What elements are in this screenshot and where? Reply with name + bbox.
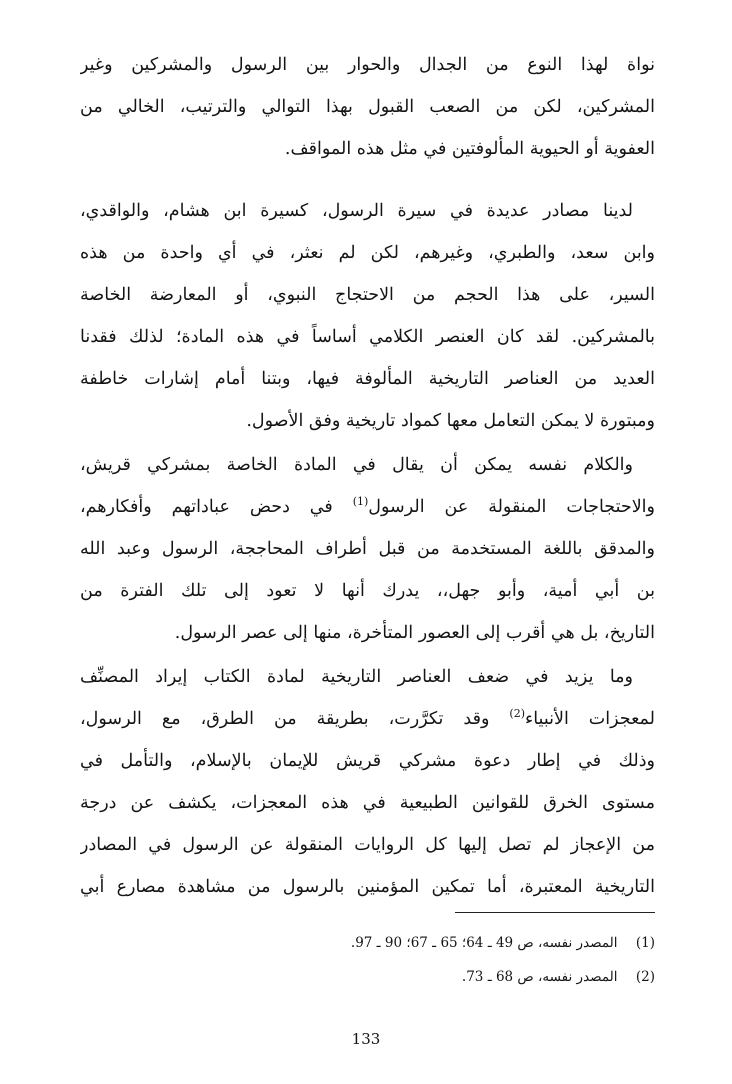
text-line: والكلام نفسه يمكن أن يقال في المادة الخاصة بمشركي قريش،: [80, 455, 633, 475]
footnotes: [200, 926, 655, 994]
paragraph-1: [80, 44, 655, 170]
footnote-2: [200, 960, 655, 994]
text-line: بالمشركين. لقد كان العنصر الكلامي أساساً في هذه المادة؛ لذلك فقدنا: [80, 327, 655, 347]
paragraph-2: [80, 190, 655, 442]
paragraph-3: [80, 444, 655, 654]
footnote-text: المصدر نفسه، ص 68 ـ 73.: [461, 969, 618, 985]
text-line: لمعجزات الأنبياء$^{(2)}$ وقد تكرَّرت، بطريقة من الطرق، مع الرسول،: [80, 707, 655, 729]
text-line: مستوى الخرق للقوانين الطبيعية في هذه المعجزات، يكشف عن درجة: [80, 793, 655, 813]
text-line: والاحتجاجات المنقولة عن الرسول$^{(1)}$ في دحض عباداتهم وأفكارهم،: [80, 495, 655, 517]
page-number: 133: [351, 1030, 381, 1048]
text-line: وابن سعد، والطبري، وغيرهم، لكن لم نعثر، في أي واحدة من هذه: [80, 243, 655, 263]
footnote-number: (2): [635, 969, 655, 985]
footnote-divider: [455, 912, 655, 913]
footnote-1: [200, 926, 655, 960]
text-line: التاريخ، بل هي أقرب إلى العصور المتأخرة، منها إلى عصر الرسول.: [174, 623, 655, 643]
text-line: نواة لهذا النوع من الجدال والحوار بين الرسول والمشركين وغير: [80, 55, 655, 75]
text-line: العفوية أو الحيوية المألوفتين في مثل هذه المواقف.: [284, 139, 655, 159]
footnote-reference: (1): [352, 495, 369, 509]
footnote-reference: (2): [509, 707, 525, 721]
text-line: والمدقق باللغة المستخدمة من قبل أطراف المحاججة، الرسول وعبد الله: [80, 539, 655, 559]
text-line: التاريخية المعتبرة، أما تمكين المؤمنين بالرسول من مشاهدة مصارع أبي: [80, 877, 655, 897]
footnote-text: المصدر نفسه، ص 49 ـ 64؛ 65 ـ 67؛ 90 ـ 97.: [350, 935, 618, 951]
text-line: ومبتورة لا يمكن التعامل معها كمواد تاريخية وفق الأصول.: [246, 411, 655, 431]
text-line: من الإعجاز لم تصل إليها كل الروايات المنقولة عن الرسول في المصادر: [80, 835, 655, 855]
footnote-number: (1): [635, 935, 655, 951]
text-line: بن أبي أمية، وأبو جهل،، يدرك أنها لا تعود إلى تلك الفترة من: [80, 581, 655, 601]
text-line: وما يزيد في ضعف العناصر التاريخية لمادة الكتاب إيراد المصنِّف: [80, 667, 633, 687]
paragraph-4: [80, 656, 655, 908]
text-line: وذلك في إطار دعوة مشركي قريش للإيمان بالإسلام، والتأمل في: [80, 751, 655, 771]
text-line: لدينا مصادر عديدة في سيرة الرسول، كسيرة ابن هشام، والواقدي،: [80, 201, 633, 221]
text-line: المشركين، لكن من الصعب القبول بهذا التوالي والترتيب، الخالي من: [80, 97, 655, 117]
text-line: العديد من العناصر التاريخية المألوفة فيها، وبتنا أمام إشارات خاطفة: [80, 369, 655, 389]
text-line: السير، على هذا الحجم من الاحتجاج النبوي، أو المعارضة الخاصة: [80, 285, 655, 305]
